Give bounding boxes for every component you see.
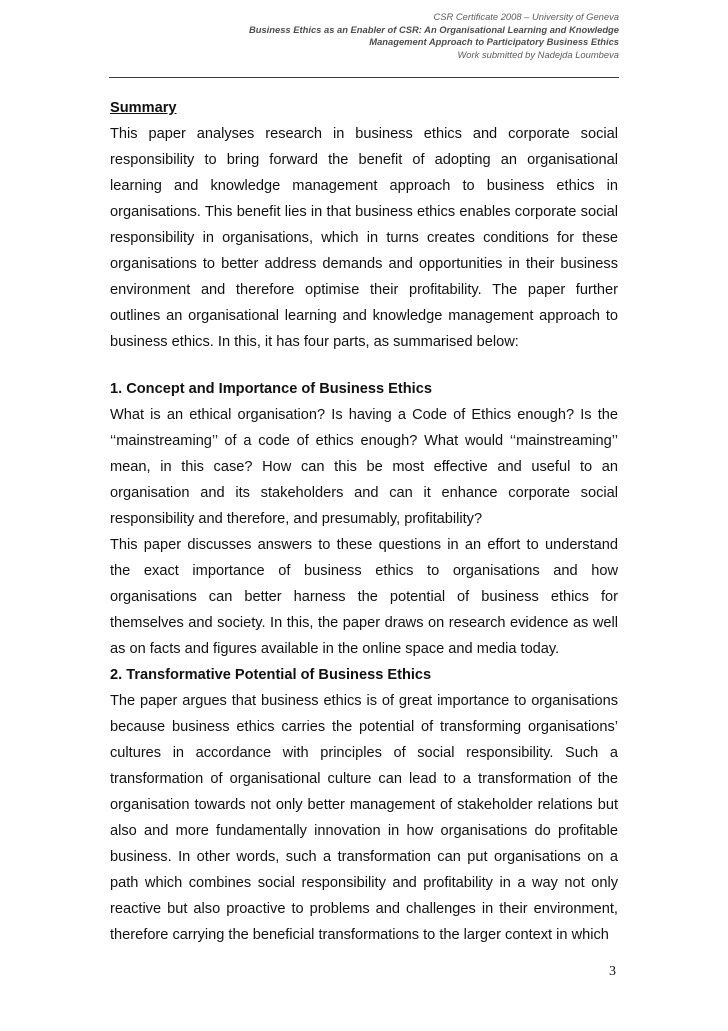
summary-heading: Summary <box>110 100 177 116</box>
page-number: 3 <box>609 964 616 979</box>
document-body <box>110 95 618 948</box>
section-1-heading: 1. Concept and Importance of Business Ethics <box>110 381 432 397</box>
header-title-line-1: Business Ethics as an Enabler of CSR: An Organisational Learning and Knowledge <box>248 23 619 35</box>
section-2-heading: 2. Transformative Potential of Business Ethics <box>110 667 432 683</box>
section-2-paragraph-1: The paper argues that business ethics is of great importance to organisations because business ethics carries the potential of transforming organisations’ cultures in accordance with principles of social responsibility. Such a transformation of organisational culture can lead to a transformation of the organisation towards not only better management of stakeholder relations but also and more fundamentally innovation in how organisations do profitable business. In other words, such a transformation can put organisations on a path which combines social responsibility and profitability in a way not only reactive but also proactive to problems and challenges in their environment, therefore carrying the beneficial transformations to the larger context in which <box>110 693 618 943</box>
paragraph-spacer <box>110 355 618 376</box>
summary-paragraph: This paper analyses research in business ethics and corporate social responsibility to bring forward the benefit of adopting an organisational learning and knowledge management approach to business ethics in organisations. This benefit lies in that business ethics enables corporate social responsibility in organisations, which in turns creates conditions for these organisations to better address demands and opportunities in their business environment and therefore optimise their profitability. The paper further outlines an organisational learning and knowledge management approach to business ethics. In this, it has four parts, as summarised below: <box>110 126 618 350</box>
header-divider <box>109 77 619 78</box>
section-1-paragraph-1: What is an ethical organisation? Is having a Code of Ethics enough? Is the ‘‘mainstreaming’’ of a code of ethics enough? What would ‘‘mainstreaming’’ mean, in this case? How can this be most effective and useful to an organisation and its stakeholders and can it enhance corporate social responsibility and therefore, and presumably, profitability? <box>110 407 618 527</box>
header-certificate-line: CSR Certificate 2008 – University of Geneva <box>433 11 619 22</box>
section-1-paragraph-2: This paper discusses answers to these questions in an effort to understand the exact importance of business ethics to organisations and how organisations can better harness the potential of business ethics for themselves and society. In this, the paper draws on research evidence as well as on facts and figures available in the online space and media today. <box>110 537 618 657</box>
running-header <box>59 11 619 61</box>
header-author-line: Work submitted by Nadejda Loumbeva <box>457 48 619 60</box>
header-title-line-2: Management Approach to Participatory Business Ethics <box>369 36 619 48</box>
